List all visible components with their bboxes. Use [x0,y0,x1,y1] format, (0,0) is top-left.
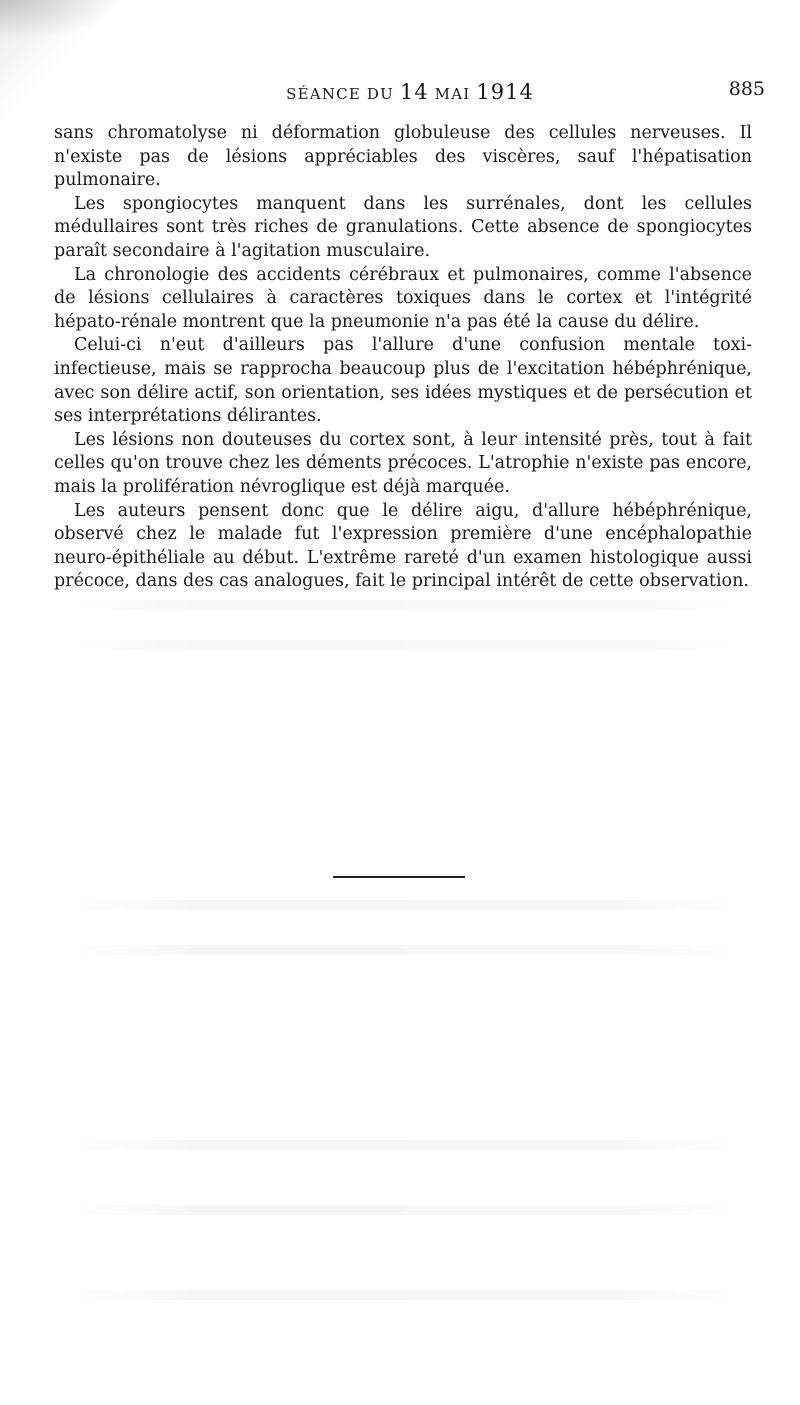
bleed-through [55,1290,755,1300]
paragraph: sans chromatolyse ni déformation globuleuse des cellules nerveuses. Il n'existe pas de lésions appréciables des viscères, sauf l'hépatisation pulmonaire. [54,123,752,191]
paragraph: La chronologie des accidents cérébraux et pulmonaires, comme l'absence de lésions cellulaires à caractères toxiques dans le cortex et l'intégrité hépato-rénale montrent que la pneumonie n'a pas été la cause du délire. [54,264,752,332]
bleed-through [55,640,755,650]
running-head-session: SÉANCE DU [286,85,400,103]
bleed-through [55,900,755,910]
paragraph: Les lésions non douteuses du cortex sont, à leur intensité près, tout à fait celles qu'on trouve chez les déments précoces. L'atrophie n'existe pas encore, mais la prolifération névroglique est déjà marquée. [54,429,752,497]
scan-shadow [0,0,120,40]
paragraph: Les spongiocytes manquent dans les surrénales, dont les cellules médullaires sont très riches de granulations. Cette absence de spongiocytes paraît secondaire à l'agitation musculaire. [54,193,752,261]
running-head-year: 1914 [476,80,534,104]
running-head [55,80,765,104]
page-number: 885 [728,78,765,100]
bleed-through [55,1205,755,1215]
bleed-through [55,945,755,955]
bleed-through [55,600,755,610]
paragraph: Les auteurs pensent donc que le délire aigu, d'allure hébéphrénique, observé chez le malade fut l'expression première d'une encéphalopathie neuro-épithéliale au début. L'extrême rareté d'un examen histologique aussi précoce, dans des cas analogues, fait le principal intérêt de cette observation. [54,500,752,592]
page-header [55,78,765,108]
section-divider [333,876,465,878]
running-head-month: MAI [428,85,477,103]
running-head-day: 14 [399,80,429,104]
paragraph: Celui-ci n'eut d'ailleurs pas l'allure d'une confusion mentale toxi-infectieuse, mais se rapprocha beaucoup plus de l'excitation hébéphrénique, avec son délire actif, son orientation, ses idées mystiques et de persécution et ses interprétations délirantes. [54,335,752,427]
bleed-through [55,1140,755,1150]
body-text [54,122,752,594]
